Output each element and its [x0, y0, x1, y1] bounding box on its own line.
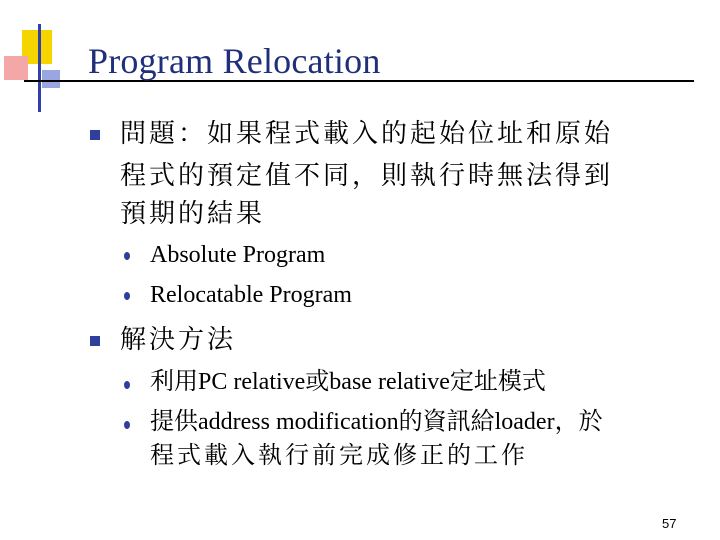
round-bullet-icon [124, 421, 130, 429]
slide-title: Program Relocation [88, 41, 381, 81]
sub-bullet-address-mod-line-2: 程式載入執行前完成修正的工作 [150, 443, 528, 469]
square-bullet-icon [90, 130, 100, 140]
bullet-1-line-1: 問題：如果程式載入的起始位址和原始 [120, 119, 614, 148]
sub-bullet-absolute: Absolute Program [150, 242, 326, 268]
square-bullet-icon [90, 336, 100, 346]
decor-red-square [4, 56, 28, 80]
sub-bullet-address-mod-line-1: 提供address modification的資訊給loader，於 [150, 409, 603, 435]
page-number: 57 [662, 516, 677, 531]
bullet-1-line-3: 預期的結果 [120, 199, 266, 228]
decor-vertical-line [38, 24, 41, 112]
sub-bullet-relocatable: Relocatable Program [150, 282, 352, 308]
bullet-2-line-1: 解決方法 [120, 325, 237, 354]
round-bullet-icon [124, 292, 130, 300]
bullet-1-line-2: 程式的預定值不同，則執行時無法得到 [120, 161, 614, 190]
sub-bullet-pc-relative: 利用PC relative或base relative定址模式 [150, 369, 546, 395]
round-bullet-icon [124, 381, 130, 389]
round-bullet-icon [124, 252, 130, 260]
decor-blue-square [42, 70, 60, 88]
